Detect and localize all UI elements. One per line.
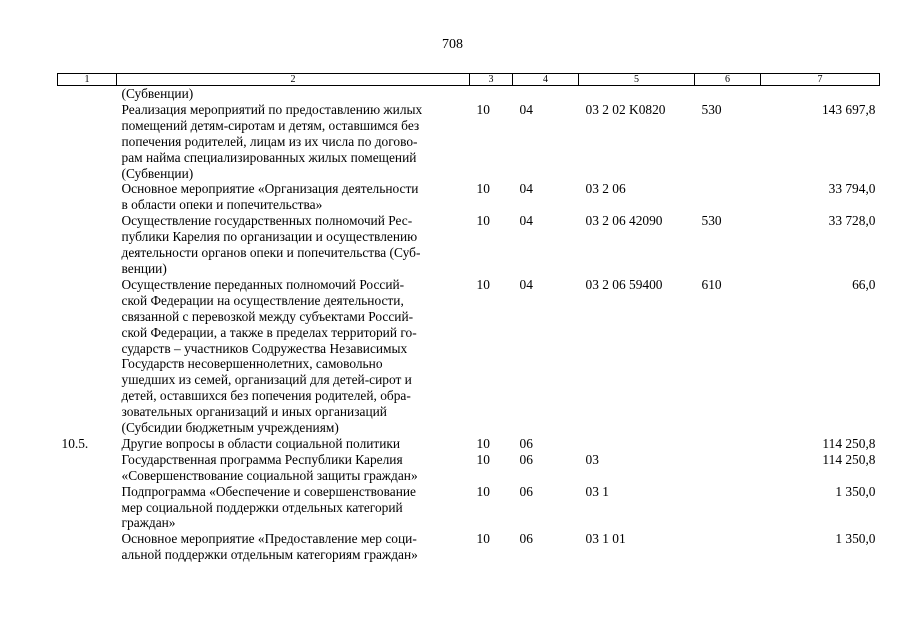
column-header: 6 (695, 74, 761, 86)
name-line: публики Карелия по организации и осуществлению (121, 229, 418, 245)
amount (761, 86, 880, 102)
expense-type-code (695, 452, 761, 484)
name-line: рам найма специализированных жилых помещений (121, 149, 417, 165)
name-line: «Совершенствование социальной защиты граждан» (121, 467, 418, 483)
amount: 33 728,0 (828, 213, 876, 229)
name-line: в области опеки и попечительства» (121, 197, 323, 213)
row-name (117, 484, 470, 532)
section-code: 10 (476, 531, 490, 547)
name-line: (Субсидии бюджетным учреждениям) (121, 420, 339, 436)
row-number (58, 213, 117, 277)
row-number (58, 531, 117, 563)
amount: 1 350,0 (835, 483, 876, 499)
table-row (58, 181, 880, 213)
target-article-code: 03 1 01 (585, 531, 626, 547)
table-row (58, 102, 880, 182)
section-code: 10 (476, 276, 490, 292)
table-row (58, 452, 880, 484)
target-article-code: 03 2 06 59400 (585, 276, 663, 292)
budget-table (57, 73, 880, 563)
name-line: венции) (121, 260, 167, 276)
expense-type-code: 530 (701, 213, 722, 229)
expense-type-code (695, 86, 761, 102)
name-line: Основное мероприятие «Предоставление мер соци- (121, 531, 417, 547)
row-name (117, 452, 470, 484)
subsection-code: 06 (519, 435, 533, 451)
row-name (117, 213, 470, 277)
name-line: альной поддержки отдельным категориям граждан» (121, 547, 418, 563)
name-line: Реализация мероприятий по предоставлению жилых (121, 101, 423, 117)
table-header (58, 74, 880, 86)
expense-type-code (695, 531, 761, 563)
row-name (117, 277, 470, 436)
column-header: 7 (761, 74, 880, 86)
expense-type-code: 610 (701, 276, 722, 292)
target-article-code (579, 436, 695, 452)
row-name (117, 181, 470, 213)
name-line: деятельности органов опеки и попечительства (Суб- (121, 245, 421, 261)
subsection-code: 06 (519, 483, 533, 499)
amount: 114 250,8 (822, 451, 876, 467)
subsection-code: 04 (519, 181, 533, 197)
name-line: Осуществление государственных полномочий Рес- (121, 213, 413, 229)
name-line: помещений детям-сиротам и детям, оставшимся без (121, 117, 420, 133)
target-article-code: 03 2 06 (585, 181, 626, 197)
expense-type-code: 530 (701, 101, 722, 117)
table-row (58, 531, 880, 563)
name-line: ушедших из семей, организаций для детей-сирот и (121, 372, 412, 388)
name-line: ской Федерации, а также в пределах территорий го- (121, 324, 417, 340)
table-body (58, 86, 880, 564)
section-code: 10 (476, 181, 490, 197)
name-line: сударств – участников Содружества Независимых (121, 340, 408, 356)
subsection-code: 04 (519, 101, 533, 117)
section-code: 10 (476, 451, 490, 467)
target-article-code: 03 (585, 451, 599, 467)
page-number: 708 (442, 37, 463, 52)
amount: 1 350,0 (835, 531, 876, 547)
section-code: 10 (476, 101, 490, 117)
expense-type-code (695, 181, 761, 213)
column-header: 4 (513, 74, 579, 86)
subsection-code: 04 (519, 213, 533, 229)
name-line: зовательных организаций и иных организаций (121, 404, 387, 420)
name-line: мер социальной поддержки отдельных категорий (121, 499, 403, 515)
name-line: Подпрограмма «Обеспечение и совершенствование (121, 483, 416, 499)
subsection-code: 06 (519, 451, 533, 467)
row-name (117, 102, 470, 182)
name-line: ской Федерации на осуществление деятельности, (121, 292, 404, 308)
target-article-code: 03 2 06 42090 (585, 213, 663, 229)
amount: 33 794,0 (828, 181, 876, 197)
column-header: 2 (117, 74, 470, 86)
row-number (58, 484, 117, 532)
subsection-code: 06 (519, 531, 533, 547)
target-article-code: 03 2 02 K0820 (585, 101, 666, 117)
table-row (58, 484, 880, 532)
column-header: 5 (579, 74, 695, 86)
name-line: (Субвенции) (121, 86, 194, 101)
name-line: детей, оставшихся без попечения родителей, обра- (121, 388, 411, 404)
name-line: Государств несовершеннолетних, самовольно (121, 356, 383, 372)
column-header: 1 (58, 74, 117, 86)
amount: 114 250,8 (822, 435, 876, 451)
section-code: 10 (476, 435, 490, 451)
name-line: Осуществление переданных полномочий Россий- (121, 276, 405, 292)
amount: 66,0 (852, 276, 876, 292)
table-row (58, 436, 880, 452)
row-number (58, 181, 117, 213)
name-line: Основное мероприятие «Организация деятельности (121, 181, 419, 197)
section-code (470, 86, 513, 102)
section-code: 10 (476, 213, 490, 229)
name-line: попечения родителей, лицам из их числа по догово- (121, 133, 418, 149)
row-number (58, 277, 117, 436)
name-line: связанной с перевозкой между субъектами Россий- (121, 308, 414, 324)
name-line: (Субвенции) (121, 165, 194, 181)
amount: 143 697,8 (821, 101, 876, 117)
subsection-code (513, 86, 579, 102)
name-line: Другие вопросы в области социальной политики (121, 435, 401, 451)
target-article-code (579, 86, 695, 102)
row-number: 10.5. (61, 435, 89, 451)
row-number (58, 452, 117, 484)
row-number (58, 102, 117, 182)
header-row (58, 74, 880, 86)
row-name (117, 86, 470, 102)
row-number (58, 86, 117, 102)
section-code: 10 (476, 483, 490, 499)
expense-type-code (695, 484, 761, 532)
table-row (58, 277, 880, 436)
table-row (58, 86, 880, 102)
table-row (58, 213, 880, 277)
name-line: Государственная программа Республики Карелия (121, 451, 403, 467)
target-article-code: 03 1 (585, 483, 609, 499)
row-name (117, 436, 470, 452)
subsection-code: 04 (519, 276, 533, 292)
column-header: 3 (470, 74, 513, 86)
row-name (117, 531, 470, 563)
name-line: граждан» (121, 515, 176, 531)
expense-type-code (695, 436, 761, 452)
